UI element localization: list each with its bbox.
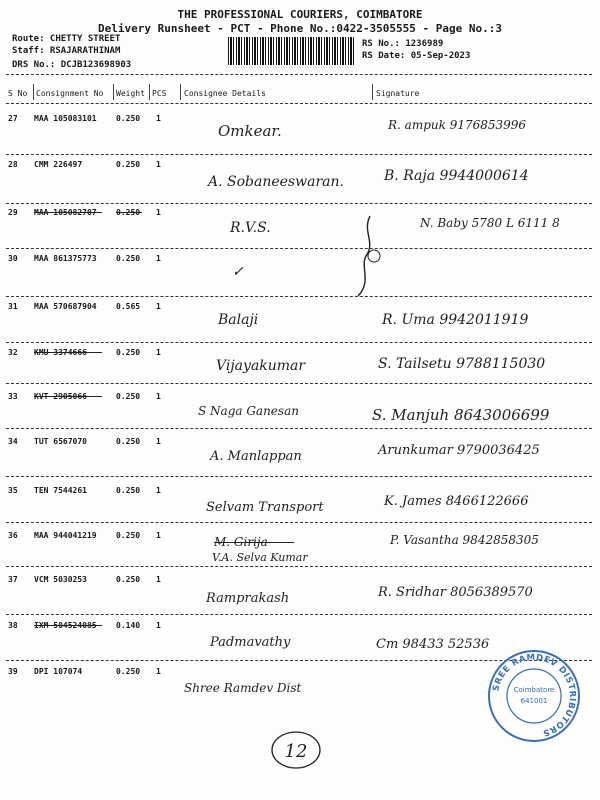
- row-weight: 0.250: [116, 667, 141, 676]
- signature-handwritten: S. Manjuh 8643006699: [372, 406, 550, 424]
- row-sno: 31: [8, 302, 18, 311]
- row-sno: 39: [8, 667, 18, 676]
- strikethrough: [34, 625, 102, 626]
- consignee-handwritten-2: V.A. Selva Kumar: [212, 551, 308, 564]
- signature-handwritten: R. ampuk 9176853996: [388, 118, 527, 132]
- consignee-handwritten: Ramprakash: [206, 591, 290, 606]
- barcode: [228, 37, 356, 65]
- row-consignment: DPI 107074: [34, 667, 83, 676]
- col-header-sno: S No: [8, 89, 28, 98]
- consignee-handwritten: M. Girija: [214, 535, 268, 549]
- consignee-handwritten: Padmavathy: [210, 635, 291, 650]
- row-consignment: TEN 7544261: [34, 486, 87, 495]
- row-weight: 0.140: [116, 621, 141, 630]
- header-rule-bottom: [6, 103, 592, 104]
- col-header-signature: Signature: [376, 89, 420, 98]
- staff-label: Staff: RSAJARATHINAM: [12, 46, 121, 56]
- row-weight: 0.250: [116, 160, 141, 169]
- runsheet-subtitle: Delivery Runsheet - PCT - Phone No.:0422-3505555 - Page No.:3: [98, 22, 502, 35]
- signature-handwritten: S. Tailsetu 9788115030: [378, 356, 546, 372]
- strikethrough: [34, 352, 102, 353]
- row-sno: 36: [8, 531, 18, 540]
- row-divider: [6, 342, 592, 343]
- consignee-handwritten: S Naga Ganesan: [198, 404, 299, 418]
- col-divider: [149, 84, 150, 100]
- row-divider: [6, 203, 592, 204]
- row-sno: 37: [8, 575, 18, 584]
- tick-mark: ✓: [232, 264, 244, 280]
- header-rule-top: [6, 74, 592, 75]
- signature-handwritten: N. Baby 5780 L 6111 8: [420, 216, 560, 230]
- row-pcs: 1: [156, 531, 161, 540]
- signature-handwritten: K. James 8466122666: [384, 494, 529, 509]
- strikethrough: [116, 212, 142, 213]
- row-weight: 0.250: [116, 348, 141, 357]
- col-header-consignment: Consignment No: [36, 89, 104, 98]
- row-consignment: MAA 105082707: [34, 208, 97, 217]
- strikethrough: [214, 542, 294, 543]
- row-pcs: 1: [156, 348, 161, 357]
- svg-text:SREE RAMDEV DISTRIBUTORS: SREE RAMDEV DISTRIBUTORS: [491, 652, 578, 738]
- row-divider: [6, 296, 592, 297]
- row-weight: 0.250: [116, 114, 141, 123]
- row-pcs: 1: [156, 254, 161, 263]
- consignee-handwritten: A. Manlappan: [210, 449, 302, 464]
- row-weight: 0.250: [116, 575, 141, 584]
- row-consignment: KVT 2905066: [34, 392, 87, 401]
- strikethrough: [34, 212, 102, 213]
- row-weight: 0.565: [116, 302, 141, 311]
- row-divider: [6, 476, 592, 477]
- row-divider: [6, 522, 592, 523]
- row-consignment: TUT 6567070: [34, 437, 87, 446]
- row-consignment: KMU 3374666: [34, 348, 87, 357]
- signature-handwritten: B. Raja 9944000614: [384, 168, 529, 184]
- consignee-handwritten: Selvam Transport: [206, 500, 324, 515]
- row-divider: [6, 154, 592, 155]
- signature-handwritten: Arunkumar 9790036425: [378, 443, 540, 458]
- signature-handwritten: Cm 98433 52536: [376, 637, 490, 652]
- col-header-weight: Weight: [116, 89, 145, 98]
- circled-page-number: [268, 728, 324, 772]
- page-number-text: 12: [284, 741, 308, 762]
- row-pcs: 1: [156, 621, 161, 630]
- row-weight: 0.250: [116, 531, 141, 540]
- row-divider: [6, 383, 592, 384]
- row-consignment: CMM 226497: [34, 160, 83, 169]
- col-divider: [180, 84, 181, 100]
- row-weight: 0.250: [116, 208, 141, 217]
- row-pcs: 1: [156, 437, 161, 446]
- row-sno: 38: [8, 621, 18, 630]
- row-sno: 34: [8, 437, 18, 446]
- consignee-handwritten: Vijayakumar: [216, 358, 306, 374]
- row-pcs: 1: [156, 486, 161, 495]
- row-divider: [6, 614, 592, 615]
- company-stamp: [486, 648, 582, 744]
- row-consignment: MAA 861375773: [34, 254, 97, 263]
- row-divider: [6, 428, 592, 429]
- row-sno: 28: [8, 160, 18, 169]
- row-consignment: MAA 570687904: [34, 302, 97, 311]
- col-header-consignee: Consignee Details: [184, 89, 266, 98]
- row-consignment: MAA 105083101: [34, 114, 97, 123]
- row-pcs: 1: [156, 302, 161, 311]
- row-divider: [6, 248, 592, 249]
- company-name: THE PROFESSIONAL COURIERS, COIMBATORE: [177, 8, 423, 21]
- row-weight: 0.250: [116, 392, 141, 401]
- row-pcs: 1: [156, 667, 161, 676]
- row-sno: 29: [8, 208, 18, 217]
- rs-number: RS No.: 1236989: [362, 39, 444, 49]
- signature-handwritten: R. Uma 9942011919: [382, 312, 529, 328]
- row-pcs: 1: [156, 114, 161, 123]
- row-sno: 27: [8, 114, 18, 123]
- bracket-mark: [352, 212, 382, 302]
- strikethrough: [34, 396, 102, 397]
- consignee-handwritten: Balaji: [218, 312, 259, 328]
- col-divider: [33, 84, 34, 100]
- route-label: Route: CHETTY STREET: [12, 34, 121, 44]
- row-divider: [6, 566, 592, 567]
- row-sno: 30: [8, 254, 18, 263]
- col-divider: [113, 84, 114, 100]
- signature-handwritten: R. Sridhar 8056389570: [378, 585, 533, 600]
- consignee-handwritten: Omkear.: [218, 122, 282, 140]
- row-consignment: VCM 5030253: [34, 575, 87, 584]
- row-pcs: 1: [156, 575, 161, 584]
- row-sno: 33: [8, 392, 18, 401]
- row-consignment: MAA 944041219: [34, 531, 97, 540]
- row-weight: 0.250: [116, 486, 141, 495]
- rs-date: RS Date: 05-Sep-2023: [362, 51, 471, 61]
- row-sno: 35: [8, 486, 18, 495]
- signature-handwritten: P. Vasantha 9842858305: [390, 533, 539, 547]
- row-pcs: 1: [156, 208, 161, 217]
- col-header-pcs: PCS: [152, 89, 167, 98]
- row-weight: 0.250: [116, 437, 141, 446]
- row-pcs: 1: [156, 392, 161, 401]
- row-sno: 32: [8, 348, 18, 357]
- row-weight: 0.250: [116, 254, 141, 263]
- row-consignment: IXM 504524085: [34, 621, 97, 630]
- row-pcs: 1: [156, 160, 161, 169]
- svg-text:641001: 641001: [520, 697, 548, 705]
- consignee-handwritten: R.V.S.: [230, 220, 271, 236]
- col-divider: [372, 84, 373, 100]
- consignee-handwritten: Shree Ramdev Dist: [184, 681, 302, 695]
- consignee-handwritten: A. Sobaneeswaran.: [208, 174, 344, 190]
- svg-text:Coimbatore: Coimbatore: [513, 686, 555, 694]
- drs-number: DRS No.: DCJB123698903: [12, 60, 132, 70]
